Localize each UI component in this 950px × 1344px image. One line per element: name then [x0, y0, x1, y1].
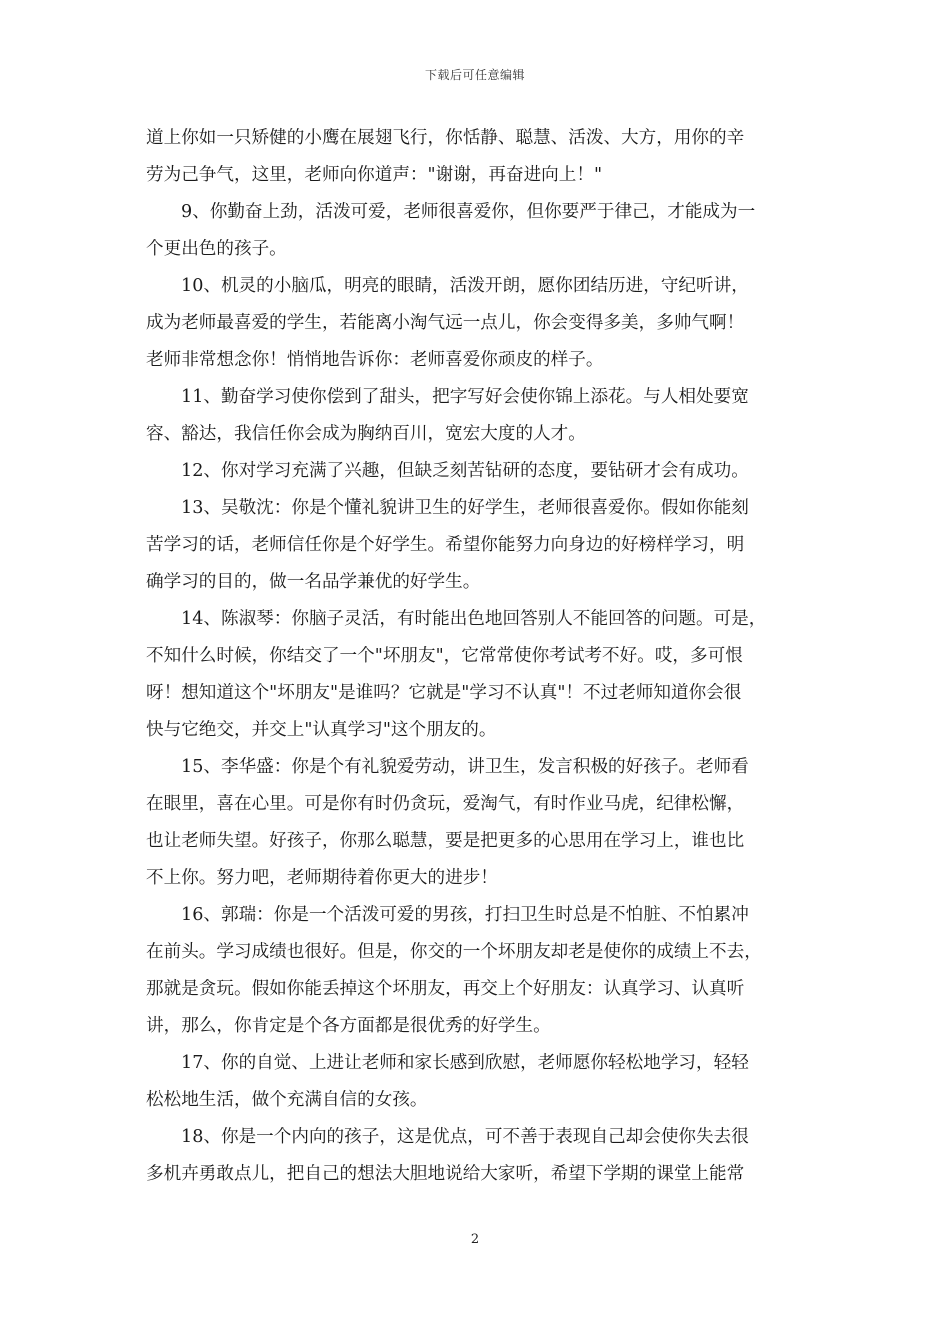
text-line: 容、豁达，我信任你会成为胸纳百川，宽宏大度的人才。: [146, 424, 586, 444]
text-line: 15、李华盛：你是个有礼貌爱劳动，讲卫生，发言积极的好孩子。老师看: [181, 757, 749, 777]
text-line: 9、你勤奋上劲，活泼可爱，老师很喜爱你，但你要严于律己，才能成为一: [181, 202, 756, 222]
text-line: 苦学习的话，老师信任你是个好学生。希望你能努力向身边的好榜样学习，明: [146, 535, 745, 555]
text-line: 16、郭瑞：你是一个活泼可爱的男孩，打扫卫生时总是不怕脏、不怕累冲: [181, 905, 749, 925]
text-line: 也让老师失望。好孩子，你那么聪慧，要是把更多的心思用在学习上，谁也比: [146, 831, 745, 851]
text-line: 17、你的自觉、上进让老师和家长感到欣慰，老师愿你轻松地学习，轻轻: [181, 1053, 749, 1073]
text-line: 那就是贪玩。假如你能丢掉这个坏朋友，再交上个好朋友：认真学习、认真听: [146, 979, 745, 999]
text-line: 快与它绝交，并交上"认真学习"这个朋友的。: [146, 720, 497, 740]
text-line: 不上你。努力吧，老师期待着你更大的进步！: [146, 868, 498, 888]
page-number: 2: [470, 1232, 480, 1247]
text-line: 呀！想知道这个"坏朋友"是谁吗？它就是"学习不认真"！不过老师知道你会很: [146, 683, 742, 703]
text-line: 道上你如一只矫健的小鹰在展翅飞行，你恬静、聪慧、活泼、大方，用你的辛: [146, 128, 745, 148]
page-header: 下载后可任意编辑: [424, 68, 525, 82]
text-line: 劳为己争气，这里，老师向你道声："谢谢，再奋进向上！": [146, 165, 603, 185]
text-line: 多机卉勇敢点儿，把自己的想法大胆地说给大家听，希望下学期的课堂上能常: [146, 1164, 745, 1184]
text-line: 10、机灵的小脑瓜，明亮的眼睛，活泼开朗，愿你团结历进，守纪听讲，: [181, 276, 749, 296]
text-line: 不知什么时候，你结交了一个"坏朋友"，它常常使你考试考不好。哎，多可恨: [146, 646, 743, 666]
text-line: 12、你对学习充满了兴趣，但缺乏刻苦钻研的态度，要钻研才会有成功。: [181, 461, 749, 481]
text-line: 确学习的目的，做一名品学兼优的好学生。: [146, 572, 481, 592]
text-line: 11、勤奋学习使你偿到了甜头，把字写好会使你锦上添花。与人相处要宽: [181, 387, 749, 407]
text-line: 松松地生活，做个充满自信的女孩。: [146, 1090, 428, 1110]
text-line: 老师非常想念你！悄悄地告诉你：老师喜爱你顽皮的样子。: [146, 350, 604, 370]
text-line: 成为老师最喜爱的学生，若能离小淘气远一点儿，你会变得多美，多帅气啊！: [146, 313, 745, 333]
body-text: [146, 120, 808, 1193]
text-line: 在眼里，喜在心里。可是你有时仍贪玩，爱淘气，有时作业马虎，纪律松懈，: [146, 794, 745, 814]
text-line: 个更出色的孩子。: [146, 239, 287, 259]
text-line: 讲，那么，你肯定是个各方面都是很优秀的好学生。: [146, 1016, 551, 1036]
text-line: 14、陈淑琴：你脑子灵活，有时能出色地回答别人不能回答的问题。可是，: [181, 609, 767, 629]
text-line: 13、吴敬沈：你是个懂礼貌讲卫生的好学生，老师很喜爱你。假如你能刻: [181, 498, 749, 518]
text-line: 在前头。学习成绩也很好。但是，你交的一个坏朋友却老是使你的成绩上不去，: [146, 942, 762, 962]
text-line: 18、你是一个内向的孩子，这是优点，可不善于表现自己却会使你失去很: [181, 1127, 749, 1147]
